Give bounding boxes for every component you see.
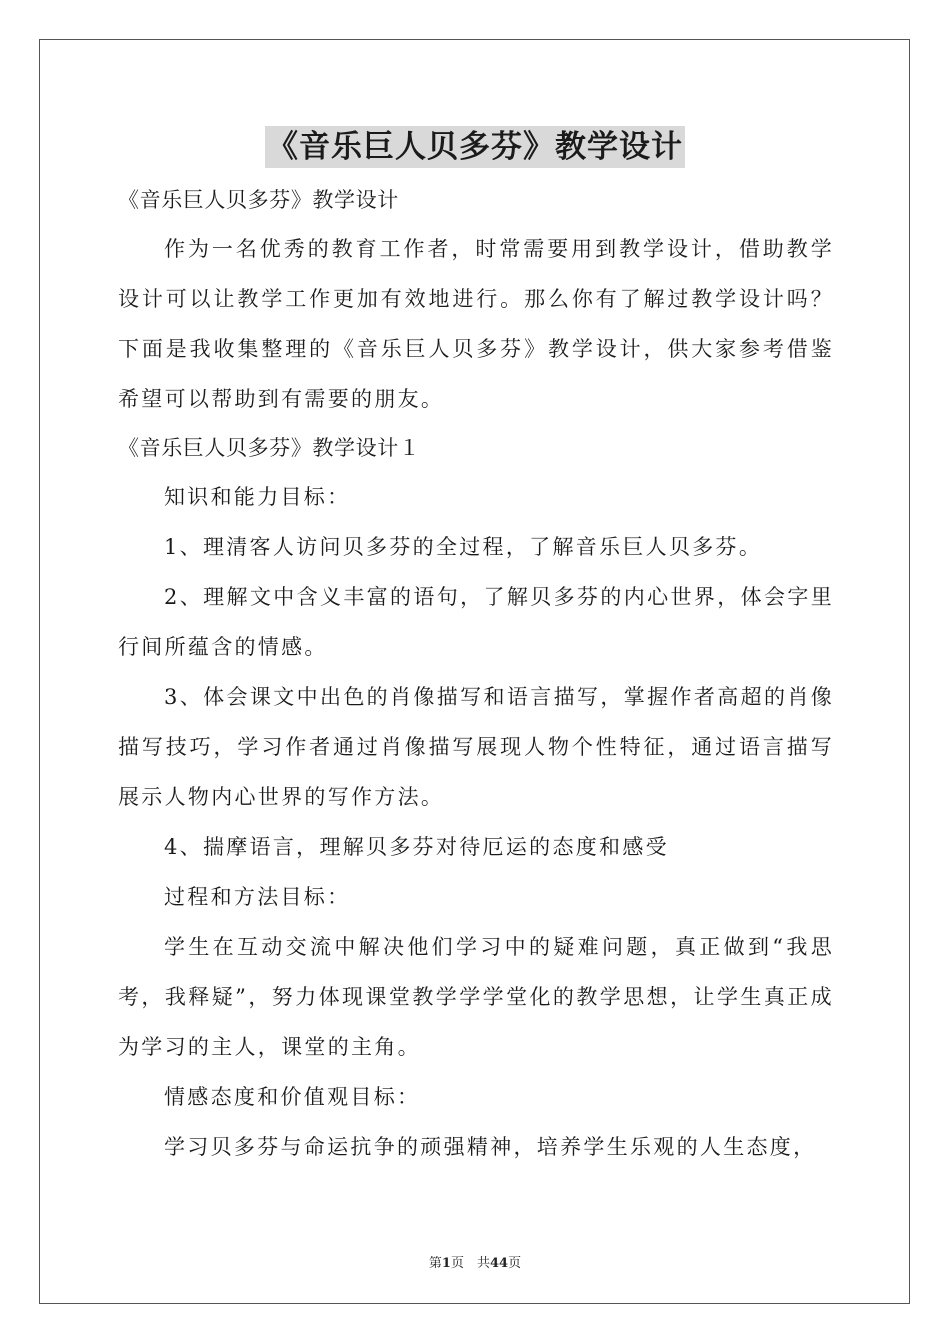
subtitle: 《音乐巨人贝多芬》教学设计 — [118, 188, 399, 212]
footer-prefix: 第 — [428, 1256, 442, 1271]
objective-item-3: 3、体会课文中出色的肖像描写和语言描写，掌握作者高超的肖像描写技巧，学习作者通过肖像描写展现人物个性特征，通过语言描写展示人物内心世界的写作方法。 — [118, 685, 834, 809]
objective-item-1: 1、理清客人访问贝多芬的全过程，了解音乐巨人贝多芬。 — [164, 535, 763, 559]
page-footer — [0, 1252, 950, 1271]
page-title: 《音乐巨人贝多芬》教学设计 — [265, 126, 685, 168]
objective-item-4: 4、揣摩语言，理解贝多芬对待厄运的态度和感受 — [164, 835, 669, 859]
title-wrap — [0, 126, 950, 168]
emotion-paragraph: 学习贝多芬与命运抗争的顽强精神，培养学生乐观的人生态度， — [164, 1135, 817, 1159]
emotion-heading: 情感态度和价值观目标： — [164, 1085, 421, 1109]
process-paragraph: 学生在互动交流中解决他们学习中的疑难问题，真正做到“我思考，我释疑”，努力体现课堂教学学学堂化的教学思想，让学生真正成为学习的主人，课堂的主角。 — [118, 935, 834, 1059]
footer-page-total: 44 — [489, 1256, 509, 1271]
footer-page-number: 1 — [441, 1256, 451, 1271]
footer-suffix: 页 — [508, 1256, 522, 1271]
objective-item-2: 2、理解文中含义丰富的语句，了解贝多芬的内心世界，体会字里行间所蕴含的情感。 — [118, 585, 834, 659]
intro-paragraph: 作为一名优秀的教育工作者，时常需要用到教学设计，借助教学设计可以让教学工作更加有效地进行。那么你有了解过教学设计吗？下面是我收集整理的《音乐巨人贝多芬》教学设计，供大家参考借鉴希望可以帮助到有需要的朋友。 — [118, 237, 834, 411]
section1-title: 《音乐巨人贝多芬》教学设计１ — [118, 436, 421, 460]
footer-mid: 页 共 — [450, 1256, 490, 1271]
document-body — [118, 176, 834, 1172]
knowledge-heading: 知识和能力目标： — [164, 485, 351, 509]
process-heading: 过程和方法目标： — [164, 885, 351, 909]
